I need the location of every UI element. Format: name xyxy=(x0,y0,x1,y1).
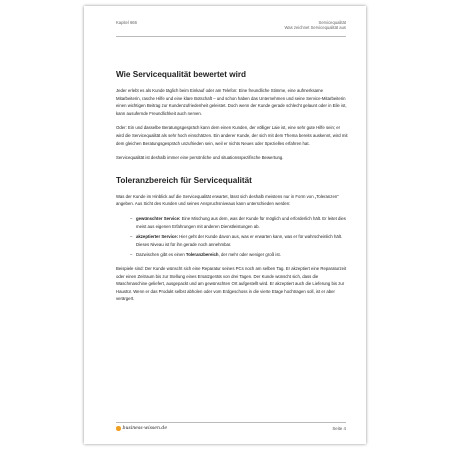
list-text: Hier geht der Kunde davon aus, was er erwarten kann, was er für wahrscheinlich hält. Dieses Niveau ist für ihn gerade noch annehmbar. xyxy=(136,234,343,247)
header-subtitle: Was zeichnet Servicequalität aus xyxy=(284,25,346,30)
header-right xyxy=(284,20,346,30)
page-number: Seite 4 xyxy=(332,426,346,431)
dash-bullet: – xyxy=(130,252,133,258)
tolerance-list xyxy=(130,215,348,259)
list-term: gewünschter Service: xyxy=(136,215,181,221)
list-text: Eine Mischung aus dem, was der Kunde für möglich und erforderlich hält. Er leitet dies meist aus eigenen Erfahrungen mit anderen Dienstleistungen ab. xyxy=(136,215,346,229)
list-item xyxy=(130,215,348,230)
header-title: Servicequalität xyxy=(318,20,346,25)
chapter-label: Kapitel 666 xyxy=(116,20,137,25)
logo-dot-icon xyxy=(116,426,121,431)
section-heading-1: Wie Servicequalität bewertet wird xyxy=(116,70,247,79)
list-item xyxy=(130,233,348,248)
list-term: Toleranzbereich xyxy=(185,252,219,258)
footer-divider xyxy=(116,422,346,423)
dash-bullet: – xyxy=(130,215,133,221)
paragraph-example: Beispiele sind: Der Kunde wünscht sich eine Reparatur seines PCs noch am selben Tag. Er akzeptiert eine Reparaturzeit oder einen Zeitraum bis zur Stellung eines Ersatzgeräts von drei Tagen. Der Kunde wünscht sich, dass die Waschmaschine geliefert, ausgepackt und am gewünschten Ort aufgestellt wird. Er akzeptiert auch die Lieferung bis zur Haustür. Wenn er das Produkt selbst abholen oder vom Erdgeschoss in die vierte Etage hochtragen soll, ist er aber verärgert. xyxy=(116,265,347,302)
header-divider xyxy=(116,36,346,37)
list-term: akzeptierter Service: xyxy=(136,234,179,240)
brand-logo[interactable] xyxy=(116,426,167,431)
paragraph-3: Servicequalität ist deshalb immer eine persönliche und situationsspezifische Bewertung. xyxy=(116,155,284,161)
paragraph-intro: Was der Kunde im Hinblick auf die Servicequalität erwartet, lässt sich deshalb meistens nur in Form von „Toleranzen“ angeben. Aus Sicht des Kunden und seines Anspruchsniveaus kann unterschieden werden: xyxy=(116,193,339,207)
dash-bullet: – xyxy=(130,234,133,240)
list-text: , der mehr oder weniger groß ist. xyxy=(218,252,281,258)
list-item xyxy=(130,251,348,259)
page-content xyxy=(116,70,348,310)
paragraph-2: Oder: Ein und dasselbe Beratungsgespräch kann dem einen Kunden, der völliger Laie ist, eine sehr gute Hilfe sein; er wird die Servicequalität als sehr hoch einschätzen. Ein anderer Kunde, der sich mit dem Thema bereits auskennt, wird mit dem gleichen Beratungsgespräch unzufrieden sein, weil er nichts Neues oder Spezielles erfahren hat. xyxy=(116,125,348,146)
paragraph-1: Jeder erlebt es als Kunde täglich beim Einkauf oder am Telefon: Eine freundliche Stimme, eine aufmerksame Mitarbeiterin, rasche Hilfe und eine klare Botschaft – und schon haben das Unternehmen und seine Service-Mitarbeiterin einen wichtigen Beitrag zur Kundenzufriedenheit geleistet. Doch wenn der Kunde gerade schlecht gelaunt oder in Eile ist, kann ausufernde Freundlichkeit auch nerven. xyxy=(116,88,347,116)
list-pre: Dazwischen gibt es einen xyxy=(136,252,186,258)
section-heading-2: Toleranzbereich für Servicequalität xyxy=(116,175,252,185)
document-page xyxy=(84,6,366,444)
logo-text: business-wissen.de xyxy=(122,426,168,431)
